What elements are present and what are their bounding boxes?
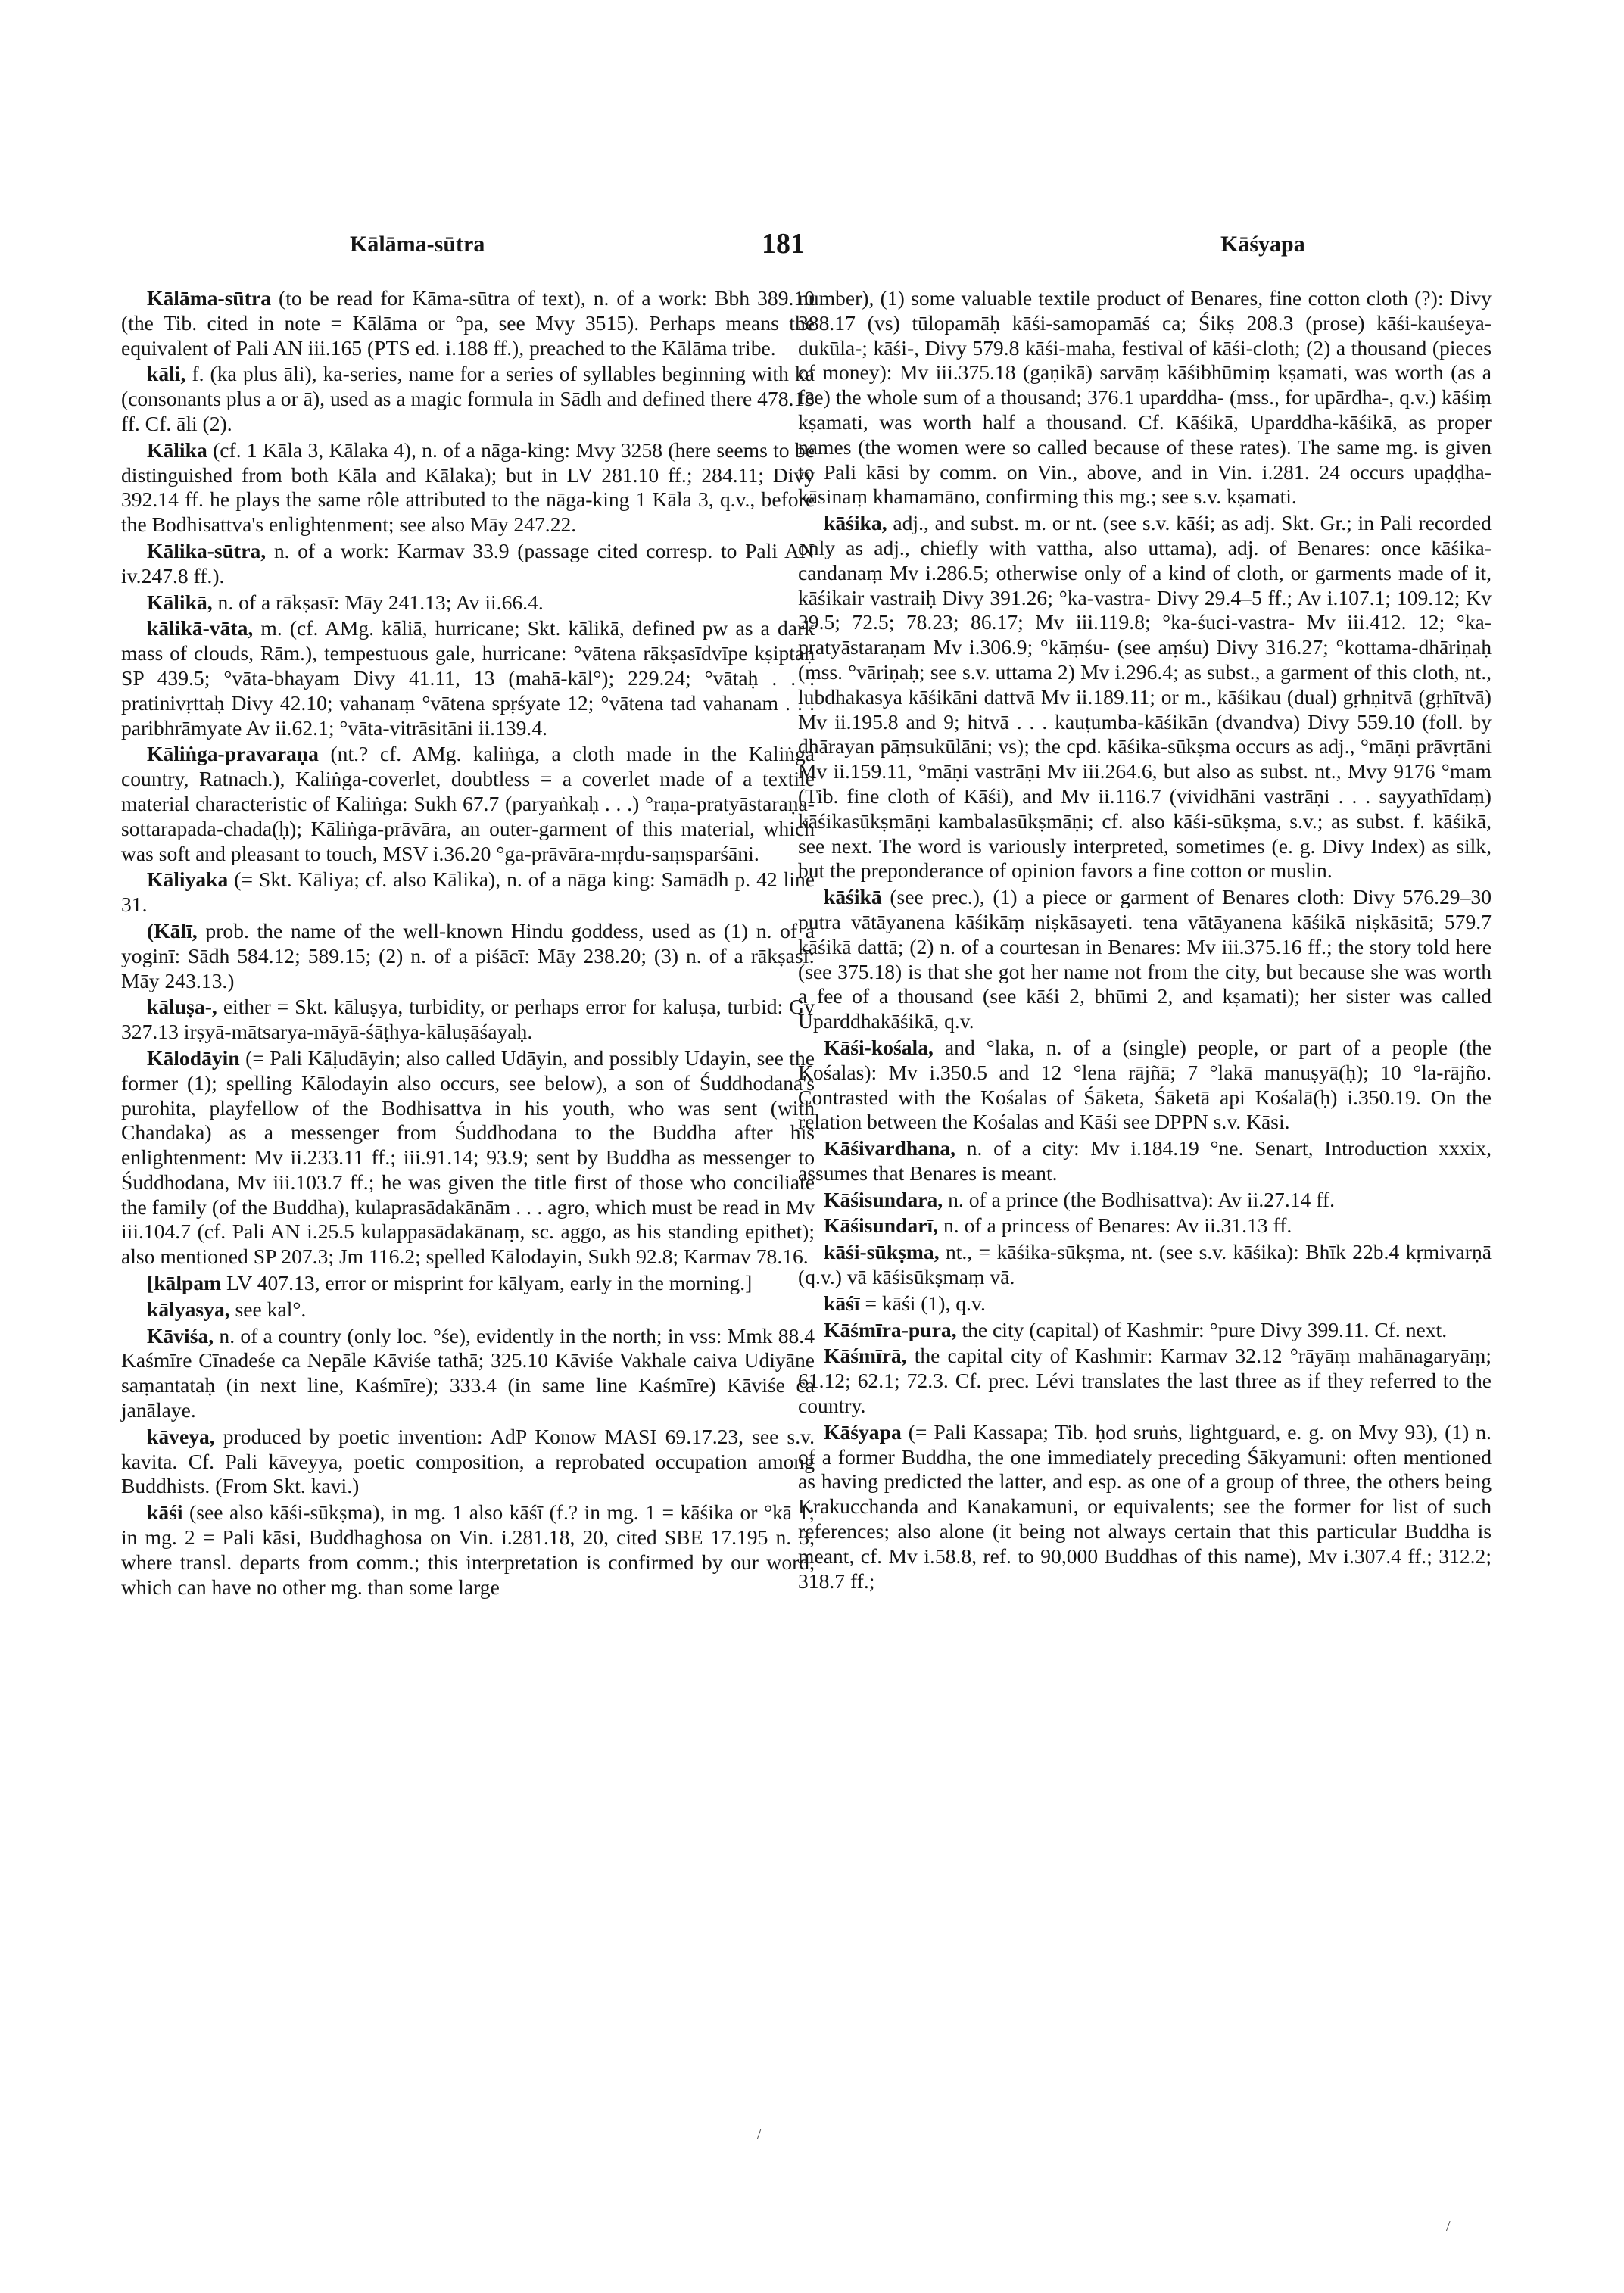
entry-headword: Kāviśa, [147, 1323, 214, 1347]
dictionary-entry [121, 616, 815, 740]
entry-headword: kāśi [147, 1500, 183, 1525]
entry-headword: Kālāma-sūtra [147, 286, 272, 310]
entry-headword: kāśika, [824, 511, 887, 535]
left-column [121, 286, 815, 1601]
dictionary-entry [798, 1344, 1492, 1418]
entry-headword: (Kālī, [147, 918, 198, 942]
dictionary-entry [121, 539, 815, 589]
entry-headword: Kāliṅga-pravaraṇa [147, 742, 319, 766]
entry-text: n. of a work: Karmav 33.9 (passage cited corresp. to Pali AN iv.247.8 ff.). [121, 538, 815, 587]
dictionary-entry [798, 1188, 1492, 1213]
dictionary-entry [798, 1136, 1492, 1186]
entry-headword: kālyasya, [147, 1297, 230, 1321]
entry-headword: Kāśisundara, [824, 1187, 943, 1211]
entry-headword: kālikā-vāta, [147, 616, 254, 640]
dictionary-entry [121, 868, 815, 918]
entry-text: and °laka, n. of a (single) people, or part of a people (the Kośalas): Mv i.350.5 and 12 °lena rājñā; 7 °lakā manuṣyā(ḥ); 10 °la-rājño. Contrasted with the Kośalas of Śāketa, Śāketā api Kośalā(ḥ) i.350.19. On the relation between the Kośalas and Kāśi see DPPN s.v. Kāsi. [798, 1035, 1492, 1134]
entry-text: (nt.? cf. AMg. kaliṅga, a cloth made in the Kaliṅga country, Ratnach.), Kaliṅga-coverlet, doubtless = a coverlet made of a textile material characteristic of Kaliṅga: Sukh 67.7 (paryaṅkaḥ . . .) °raṇa-pratyāstaraṇa-sottarapada-chada(ḥ); Kāliṅga-prāvāra, an outer-garment of this material, which was soft and pleasant to touch, MSV i.36.20 °ga-prāvāra-mṛdu-saṃsparśāni. [121, 742, 815, 865]
entry-text: see kal°. [235, 1297, 307, 1321]
entry-text: the capital city of Kashmir: Karmav 32.12 °rāyāṃ mahānagaryāṃ; 61.12; 62.1; 72.3. Cf. prec. Lévi translates the last three as if they referred to the country. [798, 1344, 1492, 1418]
dictionary-entry [798, 1318, 1492, 1343]
dictionary-entry [798, 1240, 1492, 1290]
entry-text: (to be read for Kāma-sūtra of text), n. of a work: Bbh 389.10 (the Tib. cited in note = Kālāma or °pa, see Mvy 3515). Perhaps means the equivalent of Pali AN iii.165 (PTS ed. i.188 ff.), preached to the Kālāma tribe. [121, 286, 815, 360]
entry-text: nt., = kāśika-sūkṣma, nt. (see s.v. kāśika): Bhīk 22b.4 kṛmivarṇā (q.v.) vā kāśisūkṣmaṃ vā. [798, 1240, 1492, 1289]
running-head-right: Kāśyapa [1220, 232, 1305, 257]
dictionary-entry [798, 885, 1492, 1034]
dictionary-entry [121, 742, 815, 866]
entry-headword: Kālikā, [147, 590, 213, 614]
entry-text: prob. the name of the well-known Hindu goddess, used as (1) n. of a yoginī: Sādh 584.12; 589.15; (2) n. of a piśācī: Māy 238.20; (3) n. of a rākṣasī: Māy 243.13.) [121, 918, 815, 992]
dictionary-entry [798, 1036, 1492, 1135]
entry-text: (= Skt. Kāliya; cf. also Kālika), n. of a nāga king: Samādh p. 42 line 31. [121, 868, 815, 917]
entry-text: (see also kāśi-sūkṣma), in mg. 1 also kāśī (f.? in mg. 1 = kāśika or °kā 1; in mg. 2 = Pali kāsi, Buddhaghosa on Vin. i.281.18, 20, cited SBE 17.195 n. 3, where transl. departs from comm.; this interpretation is confirmed by our word, which can have no other mg. than some large [121, 1500, 815, 1599]
entry-headword: kāśikā [824, 885, 882, 909]
dictionary-entry [121, 1500, 815, 1600]
entry-headword: kāli, [147, 362, 186, 386]
entry-headword: kāśi-sūkṣma, [824, 1240, 940, 1264]
entry-text: (= Pali Kāḷudāyin; also called Udāyin, and possibly Udayin, see the former (1); spelling Kālodayin also occurs, see below), a son of Śuddhodana's purohita, playfellow of the Bodhisattva in his youth, who was sent (with Chandaka) as a messenger from Śuddhodana to the Buddha after his enlightenment: Mv ii.233.11 ff.; iii.91.14; 93.9; sent by Buddha as messenger to Śuddhodana, Mv iii.103.7 ff.; he was given the title first of those who conciliate the family (of the Buddha), kulaprasādakānām . . . agro, which must be read in Mv iii.104.7 (cf. Pali AN i.25.5 kulappasādakānaṃ, sc. aggo, as his standing epithet); also mentioned SP 207.3; Jm 116.2; spelled Kālodayin, Sukh 92.8; Karmav 78.16. [121, 1045, 815, 1269]
entry-text: n. of a rākṣasī: Māy 241.13; Av ii.66.4. [217, 590, 544, 614]
entry-text: n. of a country (only loc. °śe), evidently in the north; in vss: Mmk 88.4 Kaśmīre Cīnadeśe ca Nepāle Kāviśe tathā; 325.10 Kāviśe Vakhale caiva Udiyāne saṃantataḥ (in next line, Kaśmīre); 333.4 (in same line Kaśmīre) Kāviśe ca janālaye. [121, 1323, 815, 1422]
right-column [798, 286, 1492, 1595]
entry-headword: kāśī [824, 1291, 860, 1315]
page-number: 181 [762, 228, 805, 260]
dictionary-entry [121, 1271, 815, 1296]
dictionary-entry [121, 919, 815, 993]
scan-mark: / [1446, 2218, 1451, 2235]
entry-headword: Kāśmīrā, [824, 1344, 907, 1368]
running-head-left: Kālāma-sūtra [350, 232, 485, 257]
entry-text: n. of a city: Mv i.184.19 °ne. Senart, Introduction xxxix, assumes that Benares is meant. [798, 1136, 1492, 1185]
entry-headword: Kāśisundarī, [824, 1213, 939, 1238]
entry-text: f. (ka plus āli), ka-series, name for a series of syllables beginning with ka (consonants plus a or ā), used as a magic formula in Sādh and defined there 478.13 ff. Cf. āli (2). [121, 362, 815, 435]
dictionary-entry [798, 1213, 1492, 1238]
entry-headword: kāluṣa-, [147, 995, 217, 1019]
dictionary-entry [798, 511, 1492, 883]
dictionary-entry [121, 1425, 815, 1499]
entry-headword: Kāliyaka [147, 868, 229, 892]
dictionary-entry [798, 1291, 1492, 1316]
entry-text: m. (cf. AMg. kāliā, hurricane; Skt. kālikā, defined pw as a dark mass of clouds, Rām.), tempestuous gale, hurricane: °vātena rākṣasīdvīpe kṣiptaḥ SP 439.5; °vāta-bhayam Divy 41.11, 13 (mahā-kāl°); 229.24; °vātaḥ . . . pratinivṛttaḥ Divy 42.10; vahanaṃ °vātena spṛśyate 12; °vātena tad vahanam . . . paribhrāmyate Av ii.62.1; °vāta-vitrāsitāni ii.139.4. [121, 616, 815, 740]
dictionary-entry [121, 590, 815, 615]
scan-mark: / [757, 2126, 762, 2142]
entry-text: n. of a prince (the Bodhisattva): Av ii.27.14 ff. [948, 1187, 1335, 1211]
entry-headword: Kāśmīra-pura, [824, 1317, 957, 1341]
entry-text: (cf. 1 Kāla 3, Kālaka 4), n. of a nāga-king: Mvy 3258 (here seems to be distinguished from both Kāla and Kālaka); but in LV 281.10 ff.; 284.11; Divy 392.14 ff. he plays the same rôle attributed to the nāga-king 1 Kāla 3, q.v., before the Bodhisattva's enlightenment; see also Māy 247.22. [121, 438, 815, 537]
entry-text: either = Skt. kāluṣya, turbidity, or perhaps error for kaluṣa, turbid: Gv 327.13 irṣyā-mātsarya-māyā-śāṭhya-kāluṣāśayaḥ. [121, 995, 815, 1044]
dictionary-entry [798, 286, 1492, 509]
entry-text: LV 407.13, error or misprint for kālyam, early in the morning.] [226, 1271, 753, 1295]
entry-headword: Kālika [147, 438, 207, 462]
dictionary-entry [121, 362, 815, 436]
dictionary-entry [121, 286, 815, 360]
entry-text: the city (capital) of Kashmir: °pure Divy 399.11. Cf. next. [962, 1317, 1448, 1341]
entry-text: = kāśi (1), q.v. [865, 1291, 986, 1315]
entry-text: (see prec.), (1) a piece or garment of Benares cloth: Divy 576.29–30 putra vātāyanena kāśikāṃ niṣkāsayeti. tena vātāyanena kāśikā niṣkāsitā; 579.7 kāśikā dattā; (2) n. of a courtesan in Benares: Mv iii.375.16 ff.; the story told here (see 375.18) is that she got her name not from the city, but because she was worth a fee of a thousand (see kāśi 2, bhūmi 2, and kṣamati); her sister was called Uparddhakāśikā, q.v. [798, 885, 1492, 1033]
dictionary-entry [121, 1046, 815, 1270]
entry-text: produced by poetic invention: AdP Konow MASI 69.17.23, see s.v. kavita. Cf. Pali kāveyya, poetic composition, a reprobated occupation among Buddhists. (From Skt. kavi.) [121, 1424, 815, 1498]
entry-text: adj., and subst. m. or nt. (see s.v. kāśi; as adj. Skt. Gr.; in Pali recorded only as adj., chiefly with vattha, also uttama), adj. of Benares: once kāśika-candanaṃ Mv i.286.5; otherwise only of a kind of cloth, or garments made of it, kāśikair vastraiḥ Divy 391.26; °ka-vastra- Divy 29.4–5 ff.; Av i.107.1; 109.12; Kv 39.5; 72.5; 78.23; 86.17; Mv iii.119.8; °ka-śuci-vastra- Mv iii.412. 12; °ka-pratyāstaraṇam Mv i.306.9; °kāṃśu- (see aṃśu) Divy 316.27; °kottama-dhāriṇaḥ (mss. °vāriṇaḥ; see s.v. uttama 2) Mv i.296.4; as subst., a garment of this cloth, nt., lubdhakasya kāśikāni dattvā Mv ii.189.11; or m., kāśikau (dual) gṛhṇitvā (gṛhītvā) Mv ii.195.8 and 9; hitvā . . . kauṭumba-kāśikān (dvandva) Divy 559.10 (foll. by dhārayan pāṃsukūlāni; vs); the cpd. kāśika-sūkṣma occurs as adj., °māṇi prāvṛtāni Mv ii.159.11, °māṇi vastrāṇi Mv iii.264.6, but also as subst. nt., Mvy 9176 °mam (Tib. fine cloth of Kāśi), and Mv ii.116.7 (vividhāni vastrāṇi . . . sayyathīdaṃ) kāśikasūkṣmāṇi kambalasūkṣmāṇi; cf. also kāśi-sūkṣma, s.v.; as subst. f. kāśikā, see next. The word is variously interpreted, sometimes (e. g. Divy Index) as silk, but the preponderance of opinion favors a fine cotton or muslin. [798, 511, 1492, 883]
dictionary-entry [121, 438, 815, 537]
entry-text: n. of a princess of Benares: Av ii.31.13 ff. [943, 1213, 1292, 1238]
dictionary-entry [121, 1324, 815, 1423]
dictionary-entry [798, 1420, 1492, 1594]
dictionary-entry [121, 995, 815, 1045]
entry-headword: Kālodāyin [147, 1045, 240, 1070]
entry-headword: Kālika-sūtra, [147, 538, 267, 562]
entry-text: number), (1) some valuable textile product of Benares, fine cotton cloth (?): Divy 388.17 (vs) tūlopamāḥ kāśi-samopamāś ca; Śikṣ 208.3 (prose) kāśi-kauśeya-dukūla-; kāśi-, Divy 579.8 kāśi-maha, festival of kāśi-cloth; (2) a thousand (pieces of money): Mv iii.375.18 (gaṇikā) sarvāṃ kāśibhūmiṃ kṣamati, was worth (as a fee) the whole sum of a thousand; 376.1 uparddha- (mss., for upārdha-, q.v.) kāśiṃ kṣamati, was worth half a thousand. Cf. Kāśikā, Uparddha-kāśikā, as proper names (the women were so called because of these rates). The same mg. is given to Pali kāsi by comm. on Vin., above, and in Vin. i.281. 24 occurs upaḍḍha-kāsinaṃ khamamāno, confirming this mg.; see s.v. kṣamati. [798, 286, 1492, 509]
dictionary-entry [121, 1298, 815, 1323]
entry-headword: [kālpam [147, 1271, 222, 1295]
entry-headword: Kāśi-kośala, [824, 1035, 934, 1059]
entry-headword: kāveya, [147, 1424, 215, 1448]
entry-text: (= Pali Kassapa; Tib. ḥod sruṅs, lightguard, e. g. on Mvy 93), (1) n. of a former Buddha, the one immediately preceding Śākyamuni: often mentioned as having predicted the latter, and esp. as one of a group of three, the others being Krakucchanda and Kanakamuni, or equivalents; see the former for list of such references; also alone (it being not always certain that this particular Buddha is meant, cf. Mv i.58.8, ref. to 90,000 Buddhas of this name), Mv i.307.4 ff.; 312.2; 318.7 ff.; [798, 1419, 1492, 1593]
entry-headword: Kāśyapa [824, 1419, 902, 1444]
entry-headword: Kāśivardhana, [824, 1136, 956, 1161]
